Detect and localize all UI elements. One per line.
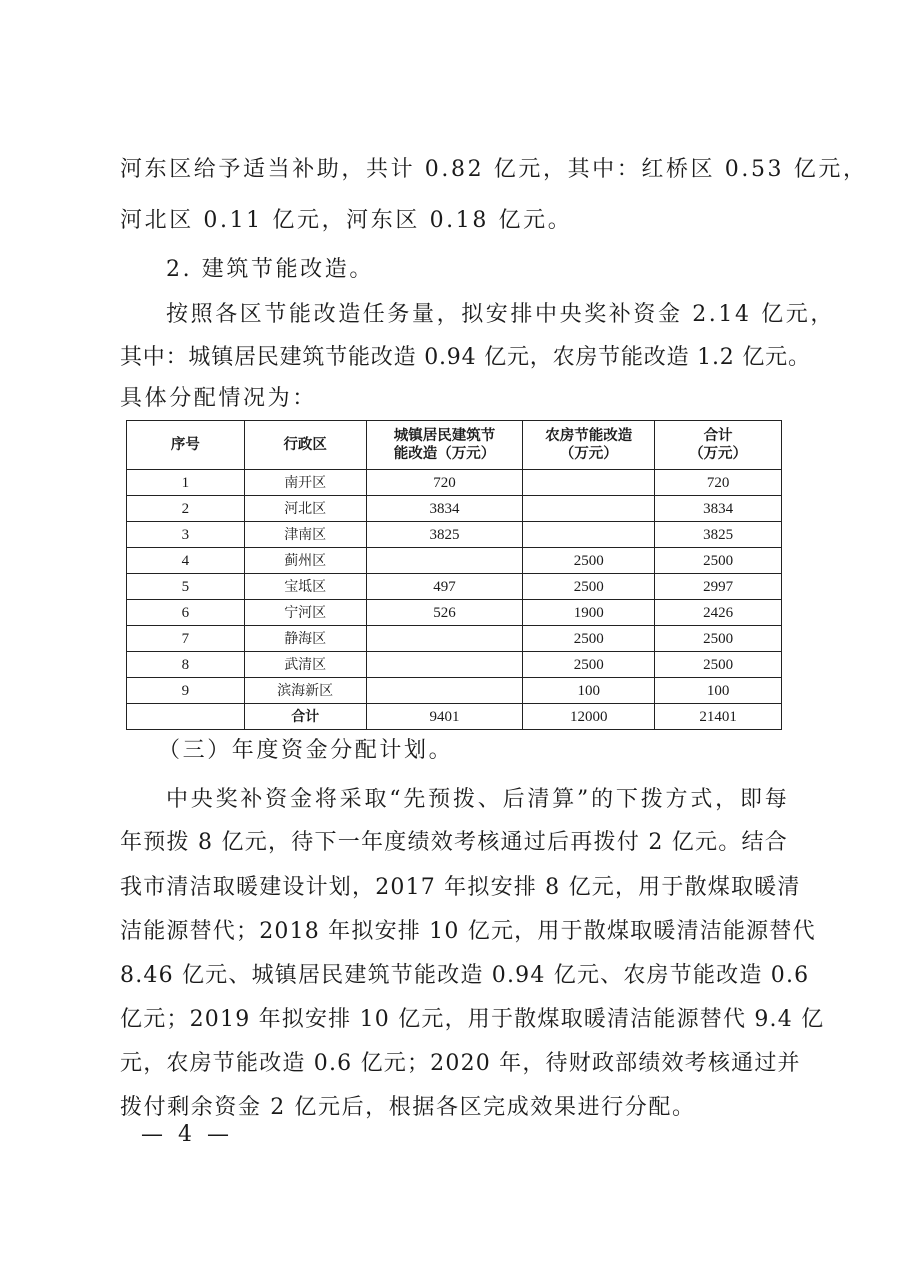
table-total-row: [127, 704, 782, 730]
page-number: — 4 —: [141, 1122, 233, 1147]
cell-index: 6: [127, 600, 245, 626]
paragraph-line: 按照各区节能改造任务量，拟安排中央奖补资金 2.14 亿元，: [166, 302, 835, 327]
paragraph-line: 具体分配情况为：: [120, 386, 317, 411]
header-urban-retrofit: 城镇居民建筑节 能改造（万元）: [366, 421, 523, 470]
paragraph-line: 元，农房节能改造 0.6 亿元；2020 年，待财政部绩效考核通过并: [120, 1051, 801, 1076]
table-row: [127, 496, 782, 522]
cell-district: 河北区: [244, 496, 366, 522]
cell-rural: [523, 470, 655, 496]
cell-urban: 9401: [366, 704, 523, 730]
cell-district: 津南区: [244, 522, 366, 548]
cell-index: [127, 704, 245, 730]
cell-total: 2997: [655, 574, 782, 600]
table-row: [127, 574, 782, 600]
table-row: [127, 678, 782, 704]
cell-index: 3: [127, 522, 245, 548]
cell-rural: [523, 496, 655, 522]
paragraph-line: 8.46 亿元、城镇居民建筑节能改造 0.94 亿元、农房节能改造 0.6: [120, 963, 810, 988]
cell-total: 21401: [655, 704, 782, 730]
table-header-row: [127, 421, 782, 470]
table-row: [127, 600, 782, 626]
cell-rural: 1900: [523, 600, 655, 626]
cell-district: 宁河区: [244, 600, 366, 626]
allocation-table: [126, 420, 782, 730]
cell-total: 100: [655, 678, 782, 704]
paragraph-line: 河北区 0.11 亿元，河东区 0.18 亿元。: [120, 208, 573, 233]
cell-rural: 2500: [523, 626, 655, 652]
cell-urban: [366, 548, 523, 574]
cell-urban: [366, 652, 523, 678]
cell-total: 2500: [655, 626, 782, 652]
cell-total: 3825: [655, 522, 782, 548]
cell-urban: [366, 626, 523, 652]
table-row: [127, 626, 782, 652]
cell-index: 1: [127, 470, 245, 496]
table-row: [127, 522, 782, 548]
cell-total: 3834: [655, 496, 782, 522]
cell-district: 蓟州区: [244, 548, 366, 574]
header-total: 合计 （万元）: [655, 421, 782, 470]
cell-total: 2500: [655, 652, 782, 678]
cell-rural: 2500: [523, 574, 655, 600]
cell-urban: 3834: [366, 496, 523, 522]
paragraph-line: 亿元；2019 年拟安排 10 亿元，用于散煤取暖清洁能源替代 9.4 亿: [120, 1007, 825, 1032]
cell-urban: [366, 678, 523, 704]
table-row: [127, 548, 782, 574]
cell-rural: 100: [523, 678, 655, 704]
cell-index: 5: [127, 574, 245, 600]
cell-total: 2426: [655, 600, 782, 626]
cell-urban: 720: [366, 470, 523, 496]
header-index: 序号: [127, 421, 245, 470]
cell-index: 9: [127, 678, 245, 704]
cell-district: 南开区: [244, 470, 366, 496]
cell-urban: 526: [366, 600, 523, 626]
paragraph-line: 我市清洁取暖建设计划，2017 年拟安排 8 亿元，用于散煤取暖清: [120, 875, 801, 900]
cell-urban: 3825: [366, 522, 523, 548]
cell-district: 武清区: [244, 652, 366, 678]
cell-district: 宝坻区: [244, 574, 366, 600]
paragraph-line: 其中：城镇居民建筑节能改造 0.94 亿元，农房节能改造 1.2 亿元。: [120, 345, 811, 370]
paragraph-line: 洁能源替代；2018 年拟安排 10 亿元，用于散煤取暖清洁能源替代: [120, 919, 816, 944]
cell-district: 静海区: [244, 626, 366, 652]
cell-index: 4: [127, 548, 245, 574]
paragraph-line: 河东区给予适当补助，共计 0.82 亿元，其中：红桥区 0.53 亿元，: [120, 157, 868, 182]
cell-total: 720: [655, 470, 782, 496]
table-row: [127, 652, 782, 678]
cell-index: 2: [127, 496, 245, 522]
paragraph-line: 中央奖补资金将采取“先预拨、后清算”的下拨方式，即每: [166, 787, 788, 812]
cell-district: 合计: [244, 704, 366, 730]
header-district: 行政区: [244, 421, 366, 470]
cell-total: 2500: [655, 548, 782, 574]
paragraph-line: 拨付剩余资金 2 亿元后，根据各区完成效果进行分配。: [120, 1095, 696, 1120]
cell-rural: 12000: [523, 704, 655, 730]
cell-index: 7: [127, 626, 245, 652]
cell-rural: [523, 522, 655, 548]
cell-rural: 2500: [523, 548, 655, 574]
table-row: [127, 470, 782, 496]
cell-index: 8: [127, 652, 245, 678]
header-rural-retrofit: 农房节能改造 （万元）: [523, 421, 655, 470]
cell-rural: 2500: [523, 652, 655, 678]
cell-urban: 497: [366, 574, 523, 600]
section-heading-3: （三）年度资金分配计划。: [158, 738, 454, 763]
section-heading-2: 2. 建筑节能改造。: [166, 257, 374, 282]
cell-district: 滨海新区: [244, 678, 366, 704]
paragraph-line: 年预拨 8 亿元，待下一年度绩效考核通过后再拨付 2 亿元。结合: [120, 830, 788, 855]
